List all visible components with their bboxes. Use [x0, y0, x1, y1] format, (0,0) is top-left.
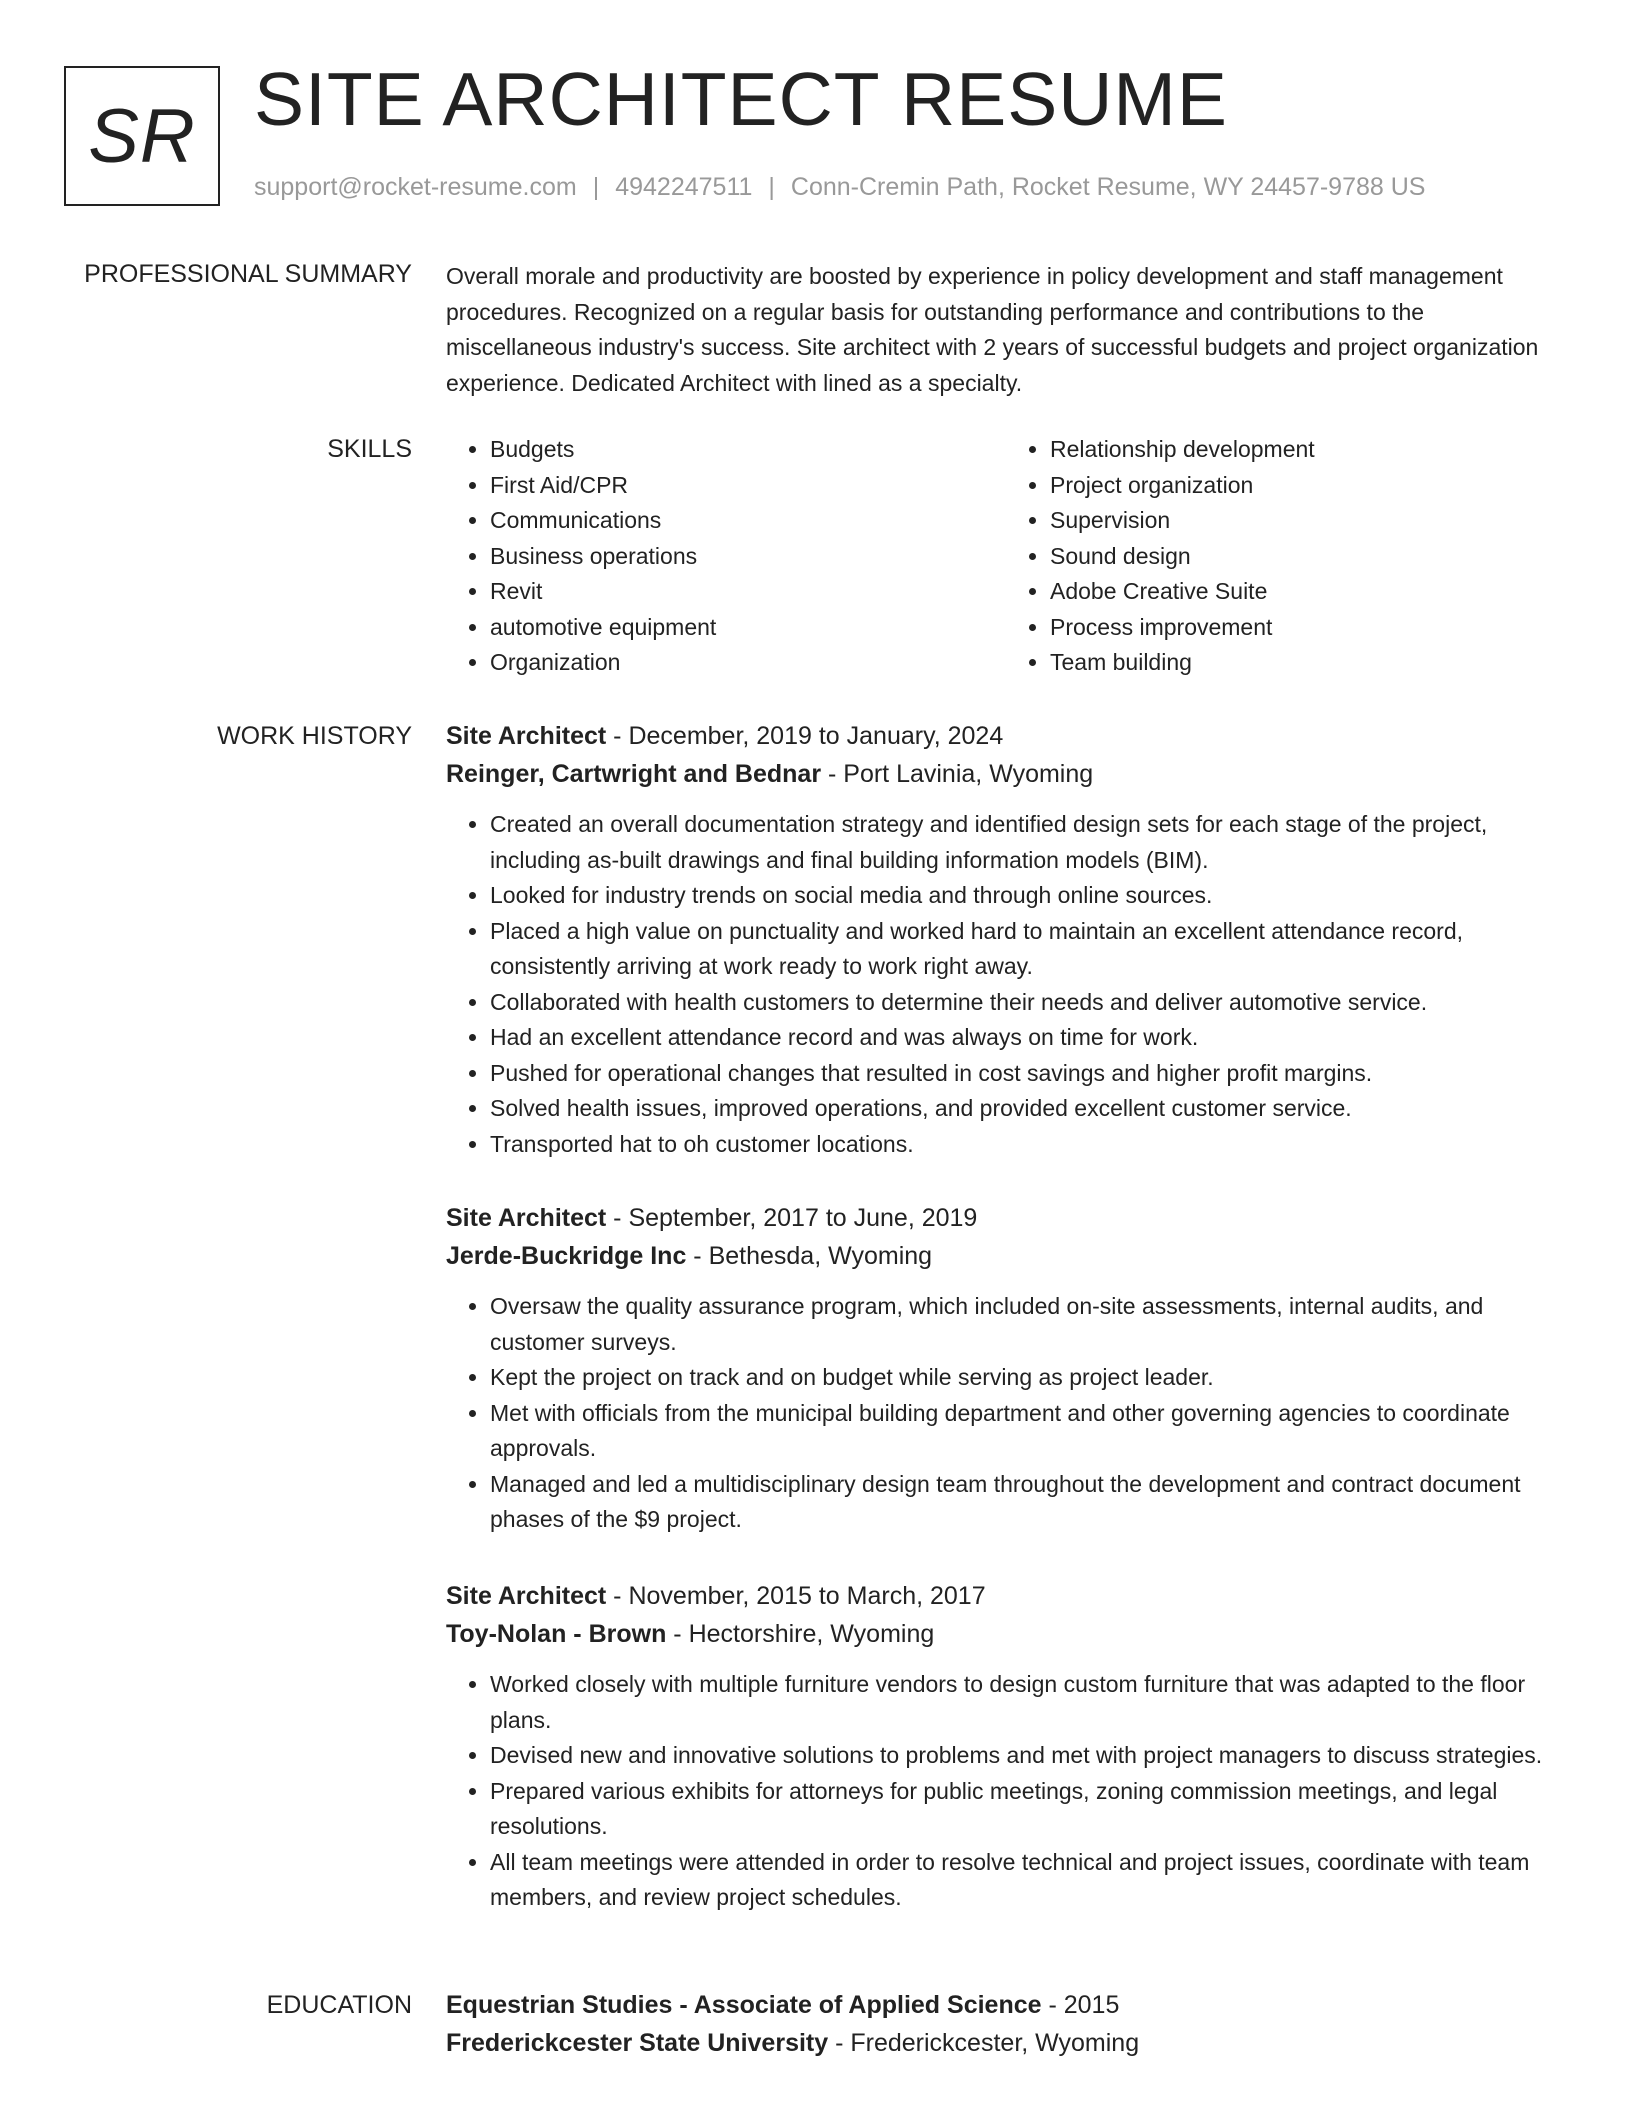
job-bullet: • All team meetings were attended in order to resolve technical and project issues, coordinate with team members, and review project schedules.	[490, 1845, 1566, 1916]
job-bullet: • Had an excellent attendance record and was always on time for work.	[490, 1020, 1566, 1056]
skill-item: • Communications	[490, 503, 1006, 539]
job-title-line	[446, 1199, 1566, 1237]
job-bullet: • Prepared various exhibits for attorneys for public meetings, zoning commission meetings, and legal resolutions.	[490, 1774, 1566, 1845]
job-company: Toy-Nolan - Brown	[446, 1620, 667, 1648]
job-bullet: • Managed and led a multidisciplinary design team throughout the development and contract document phases of the $9 project.	[490, 1467, 1566, 1538]
job-title: Site Architect	[446, 1582, 607, 1610]
job-entry	[446, 1577, 1566, 1916]
summary-text: Overall morale and productivity are boosted by experience in policy development and staff management procedures. Recognized on a regular basis for outstanding performance and contributions to the miscellaneous industry's success. Site architect with 2 years of successful budgets and project organization experience. Dedicated Architect with lined as a specialty.	[446, 263, 1539, 396]
job-bullet: • Looked for industry trends on social media and through online sources.	[490, 878, 1566, 914]
job-company-line	[446, 1237, 1566, 1275]
skill-item: • Project organization	[1050, 468, 1566, 504]
degree: Equestrian Studies - Associate of Applied Science	[446, 1991, 1042, 2019]
skill-item: • Adobe Creative Suite	[1050, 574, 1566, 610]
monogram-logo: SR	[64, 66, 220, 206]
job-title-line	[446, 717, 1566, 755]
separator: |	[592, 173, 600, 201]
skill-item: • Organization	[490, 645, 1006, 681]
skill-item: • Budgets	[490, 432, 1006, 468]
job-bullet: • Created an overall documentation strategy and identified design sets for each stage of the project, including as-built drawings and final building information models (BIM).	[490, 807, 1566, 878]
section-label-work-history: WORK HISTORY	[217, 722, 412, 750]
skill-item: • Process improvement	[1050, 610, 1566, 646]
skill-item: • Team building	[1050, 645, 1566, 681]
job-location: - Port Lavinia, Wyoming	[821, 760, 1094, 788]
job-company-line	[446, 1615, 1566, 1653]
section-label-skills: SKILLS	[327, 435, 412, 463]
job-bullet: • Kept the project on track and on budget while serving as project leader.	[490, 1360, 1566, 1396]
skill-item: • automotive equipment	[490, 610, 1006, 646]
skill-item: • Business operations	[490, 539, 1006, 575]
job-company: Reinger, Cartwright and Bednar	[446, 760, 822, 788]
separator: |	[768, 173, 775, 201]
skills-list-left	[446, 432, 1006, 681]
skills-list-right	[1006, 432, 1566, 681]
job-bullet: • Devised new and innovative solutions to problems and met with project managers to discuss strategies.	[490, 1738, 1566, 1774]
job-bullets	[446, 1667, 1566, 1916]
job-location: - Bethesda, Wyoming	[686, 1242, 933, 1270]
job-dates: - September, 2017 to June, 2019	[606, 1204, 978, 1232]
job-company: Jerde-Buckridge Inc	[446, 1242, 687, 1270]
job-entry	[446, 717, 1566, 1162]
job-bullet: • Pushed for operational changes that resulted in cost savings and higher profit margins.	[490, 1056, 1566, 1092]
job-entry	[446, 1199, 1566, 1538]
page-title: SITE ARCHITECT RESUME	[254, 57, 1228, 141]
job-bullets	[446, 1289, 1566, 1538]
contact-line	[254, 173, 1425, 202]
section-label-summary: PROFESSIONAL SUMMARY	[84, 260, 412, 288]
skill-item: • Supervision	[1050, 503, 1566, 539]
email[interactable]: support@rocket-resume.com	[254, 173, 577, 201]
job-location: - Hectorshire, Wyoming	[666, 1620, 935, 1648]
skill-item: • First Aid/CPR	[490, 468, 1006, 504]
job-title: Site Architect	[446, 1204, 607, 1232]
school-location: - Frederickcester, Wyoming	[828, 2029, 1140, 2057]
job-bullet: • Collaborated with health customers to determine their needs and deliver automotive service.	[490, 985, 1566, 1021]
skill-item: • Sound design	[1050, 539, 1566, 575]
job-dates: - December, 2019 to January, 2024	[606, 722, 1004, 750]
education-entry	[446, 1986, 1566, 2062]
job-bullet: • Solved health issues, improved operations, and provided excellent customer service.	[490, 1091, 1566, 1127]
degree-line	[446, 1986, 1566, 2024]
job-title-line	[446, 1577, 1566, 1615]
job-bullet: • Oversaw the quality assurance program, which included on-site assessments, internal audits, and customer surveys.	[490, 1289, 1566, 1360]
graduation-year: - 2015	[1041, 1991, 1120, 2019]
skill-item: • Relationship development	[1050, 432, 1566, 468]
address: Conn-Cremin Path, Rocket Resume, WY 24457-9788 US	[790, 173, 1426, 201]
job-title: Site Architect	[446, 722, 607, 750]
job-bullet: • Met with officials from the municipal building department and other governing agencies to coordinate approvals.	[490, 1396, 1566, 1467]
job-bullet: • Placed a high value on punctuality and worked hard to maintain an excellent attendance record, consistently arriving at work ready to work right away.	[490, 914, 1566, 985]
skills-section	[446, 432, 1566, 681]
school: Frederickcester State University	[446, 2029, 829, 2057]
job-bullets	[446, 807, 1566, 1162]
phone[interactable]: 4942247511	[615, 173, 753, 201]
summary-section	[446, 259, 1566, 401]
job-company-line	[446, 755, 1566, 793]
job-bullet: • Transported hat to oh customer locations.	[490, 1127, 1566, 1163]
skill-item: • Revit	[490, 574, 1006, 610]
school-line	[446, 2024, 1566, 2062]
job-bullet: • Worked closely with multiple furniture vendors to design custom furniture that was adapted to the floor plans.	[490, 1667, 1566, 1738]
job-dates: - November, 2015 to March, 2017	[606, 1582, 986, 1610]
section-label-education: EDUCATION	[266, 1991, 412, 2019]
